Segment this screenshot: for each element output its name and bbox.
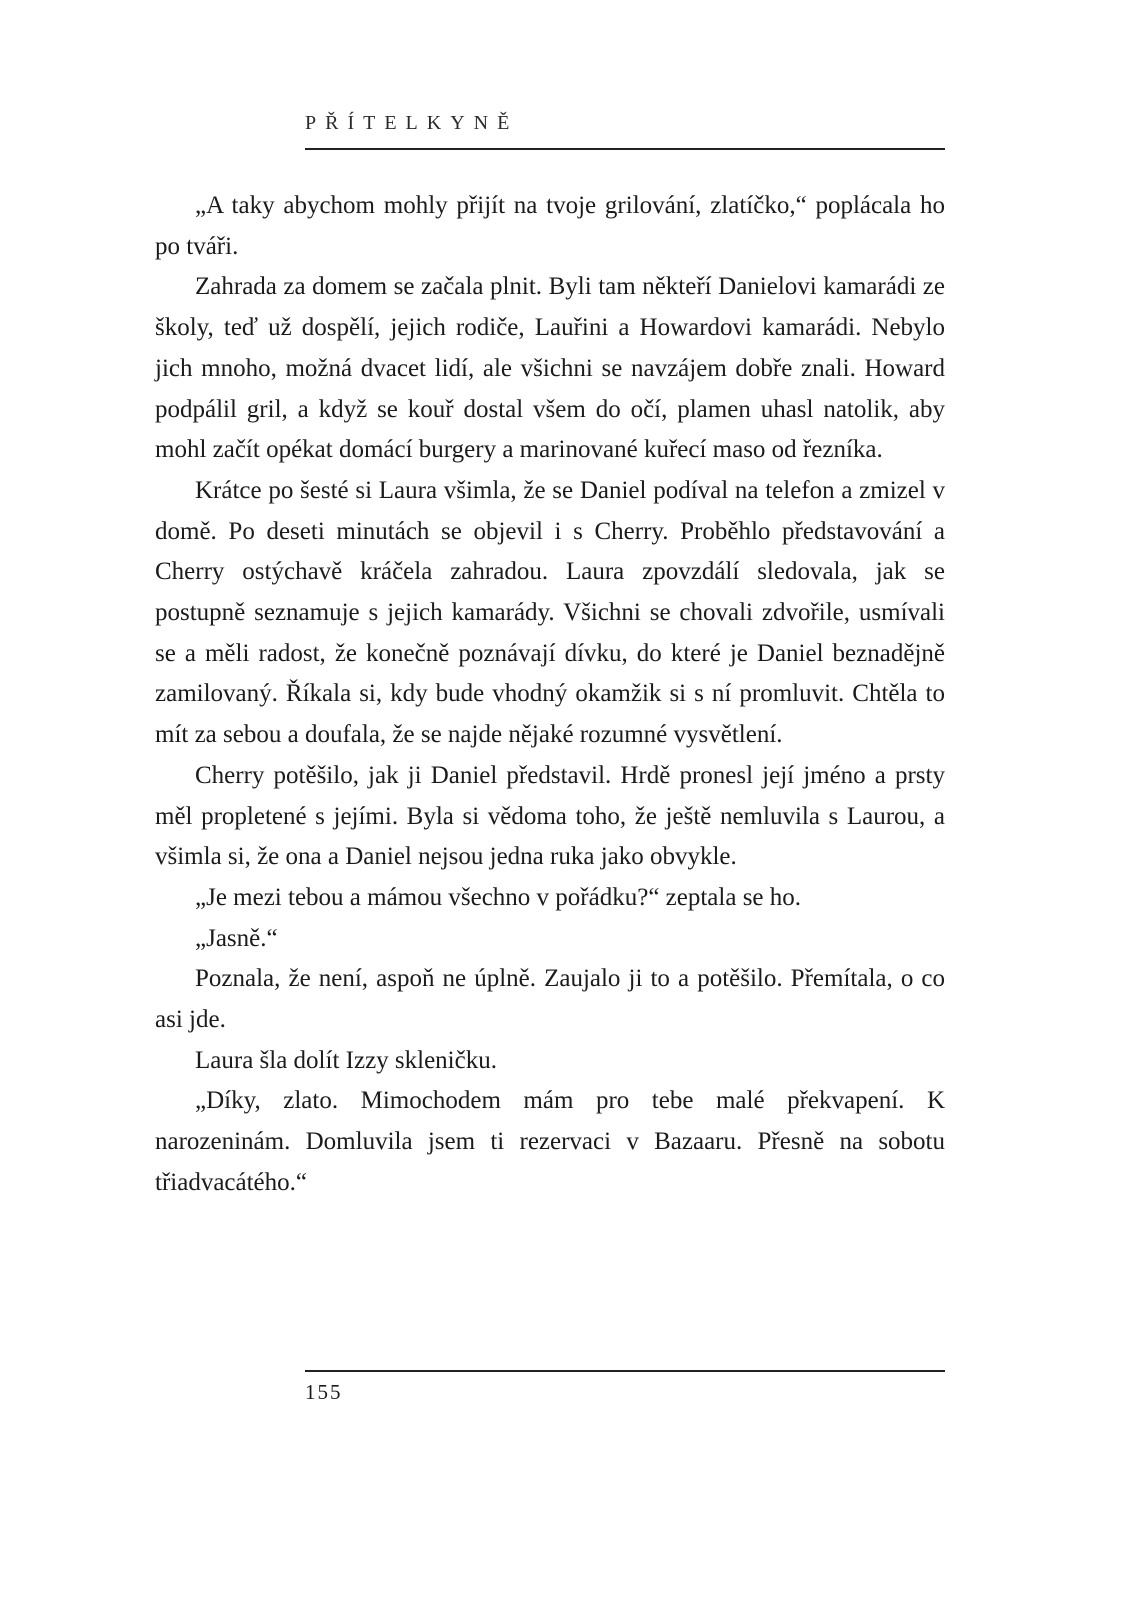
footer-rule: [305, 1370, 945, 1372]
paragraph: Laura šla dolít Izzy skleničku.: [195, 1046, 497, 1074]
paragraph: „A taky abychom mohly přijít na tvoje grilování, zlatíčko,“ poplácala ho po tváři.: [155, 192, 945, 260]
paragraph: „Díky, zlato. Mimochodem mám pro tebe malé překvapení. K narozeninám. Domluvila jsem ti rezervaci v Bazaaru. Přesně na sobotu třiadvacátého.“: [155, 1087, 945, 1196]
paragraph: „Jasně.“: [195, 924, 278, 952]
paragraph: Poznala, že není, aspoň ne úplně. Zaujalo ji to a potěšilo. Přemítala, o co asi jde.: [155, 965, 945, 1034]
paragraph: Cherry potěšilo, jak ji Daniel představil. Hrdě pronesl její jméno a prsty měl propletené s jejími. Byla si vědoma toho, že ještě nemluvila s Laurou, a všimla si, že ona a Daniel nejsou jedna ruka jako obvykle.: [155, 761, 945, 871]
body-text: [155, 186, 945, 1204]
paragraph: Zahrada za domem se začala plnit. Byli tam někteří Danielovi kamarádi ze školy, teď už dospělí, jejich rodiče, Lauřini a Howardovi kamarádi. Nebylo jich mnoho, možná dvacet lidí, ale všichni se navzájem dobře znali. Howard podpálil gril, a když se kouř dostal všem do očí, plamen uhasl natolik, aby mohl začít opékat domácí burgery a marinované kuřecí maso od řezníka.: [155, 273, 945, 464]
running-head-title: PŘÍTELKYNĚ: [305, 112, 519, 134]
page-footer: [305, 1370, 945, 1405]
page-number: 155: [305, 1380, 343, 1404]
header-rule: [305, 148, 945, 150]
page-header: [305, 112, 945, 150]
paragraph: Krátce po šesté si Laura všimla, že se Daniel podíval na telefon a zmizel v domě. Po deseti minutách se objevil i s Cherry. Proběhlo představování a Cherry ostýchavě kráčela zahradou. Laura zpovzdálí sledovala, jak se postupně seznamuje s jejich kamarády. Všichni se chovali zdvořile, usmívali se a měli radost, že konečně poznávají dívku, do které je Daniel beznadějně zamilovaný. Říkala si, kdy bude vhodný okamžik si s ní promluvit. Chtěla to mít za sebou a doufala, že se najde nějaké rozumné vysvětlení.: [155, 476, 945, 749]
paragraph: „Je mezi tebou a mámou všechno v pořádku?“ zeptala se ho.: [195, 883, 802, 911]
